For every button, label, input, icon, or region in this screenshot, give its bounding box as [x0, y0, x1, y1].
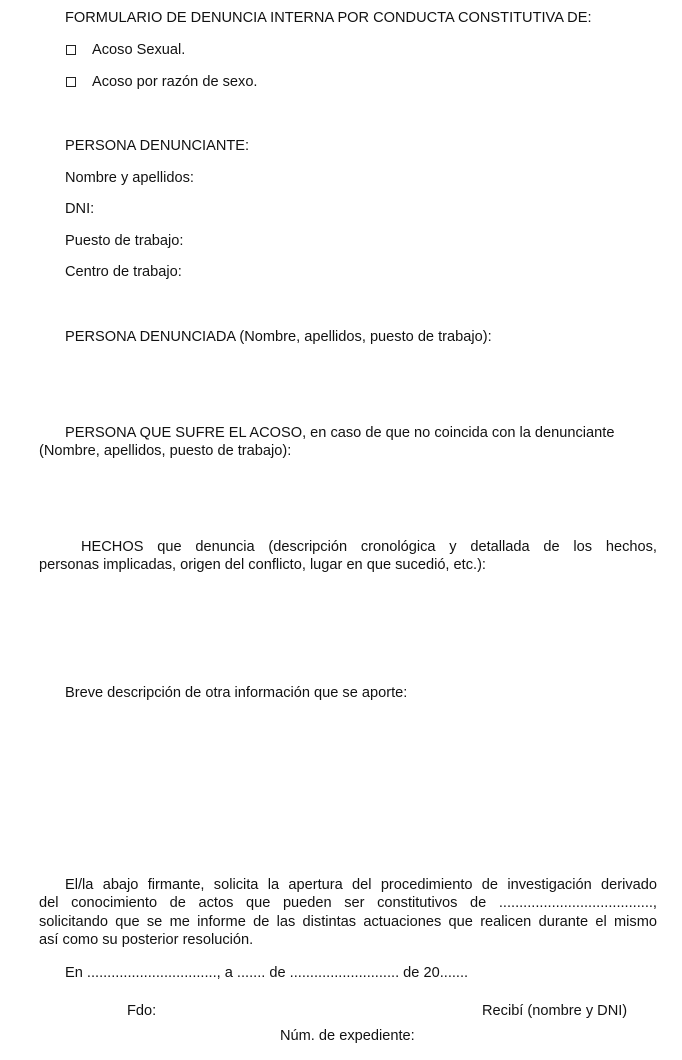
- form-title: FORMULARIO DE DENUNCIA INTERNA POR CONDUCTA CONSTITUTIVA DE:: [65, 10, 592, 26]
- solicitud-line-2: del conocimiento de actos que pueden ser constitutivos de ......................................,: [39, 895, 657, 912]
- hechos-paragraph: [39, 538, 657, 575]
- victima-line-2: (Nombre, apellidos, puesto de trabajo):: [39, 443, 292, 459]
- denunciante-heading: PERSONA DENUNCIANTE:: [65, 138, 250, 154]
- option-label: Acoso Sexual.: [92, 42, 186, 58]
- checkbox-icon[interactable]: [66, 77, 76, 87]
- firma-fdo-label: Fdo:: [127, 1003, 157, 1019]
- solicitud-line-3: solicitando que se me informe de las distintas actuaciones que realicen durante el mismo: [39, 913, 657, 930]
- solicitud-line-1: El/la abajo firmante, solicita la apertura del procedimiento de investigación derivado: [65, 877, 657, 893]
- victima-line-1: PERSONA QUE SUFRE EL ACOSO, en caso de que no coincida con la denunciante: [65, 425, 615, 441]
- option-acoso-razon-sexo[interactable]: [66, 73, 258, 91]
- solicitud-paragraph: [39, 876, 657, 949]
- otra-info-heading: Breve descripción de otra información que se aporte:: [65, 685, 408, 701]
- field-nombre-apellidos: Nombre y apellidos:: [65, 170, 194, 186]
- expediente-label: Núm. de expediente:: [280, 1028, 415, 1044]
- field-dni: DNI:: [65, 201, 95, 217]
- denunciada-heading: PERSONA DENUNCIADA (Nombre, apellidos, puesto de trabajo):: [65, 329, 492, 345]
- checkbox-icon[interactable]: [66, 45, 76, 55]
- solicitud-line-4: así como su posterior resolución.: [39, 931, 254, 948]
- field-centro-trabajo: Centro de trabajo:: [65, 264, 182, 280]
- option-acoso-sexual[interactable]: [66, 41, 185, 59]
- recibi-label: Recibí (nombre y DNI): [482, 1003, 628, 1019]
- hechos-line-1: HECHOS que denuncia (descripción cronológica y detallada de los hechos,: [81, 539, 657, 555]
- option-label: Acoso por razón de sexo.: [92, 74, 258, 90]
- hechos-line-2: personas implicadas, origen del conflicto, lugar en que sucedió, etc.):: [39, 557, 486, 574]
- fecha-lugar-line: En ................................, a ....... de ........................... de 20.......: [65, 965, 469, 981]
- field-puesto-trabajo: Puesto de trabajo:: [65, 233, 184, 249]
